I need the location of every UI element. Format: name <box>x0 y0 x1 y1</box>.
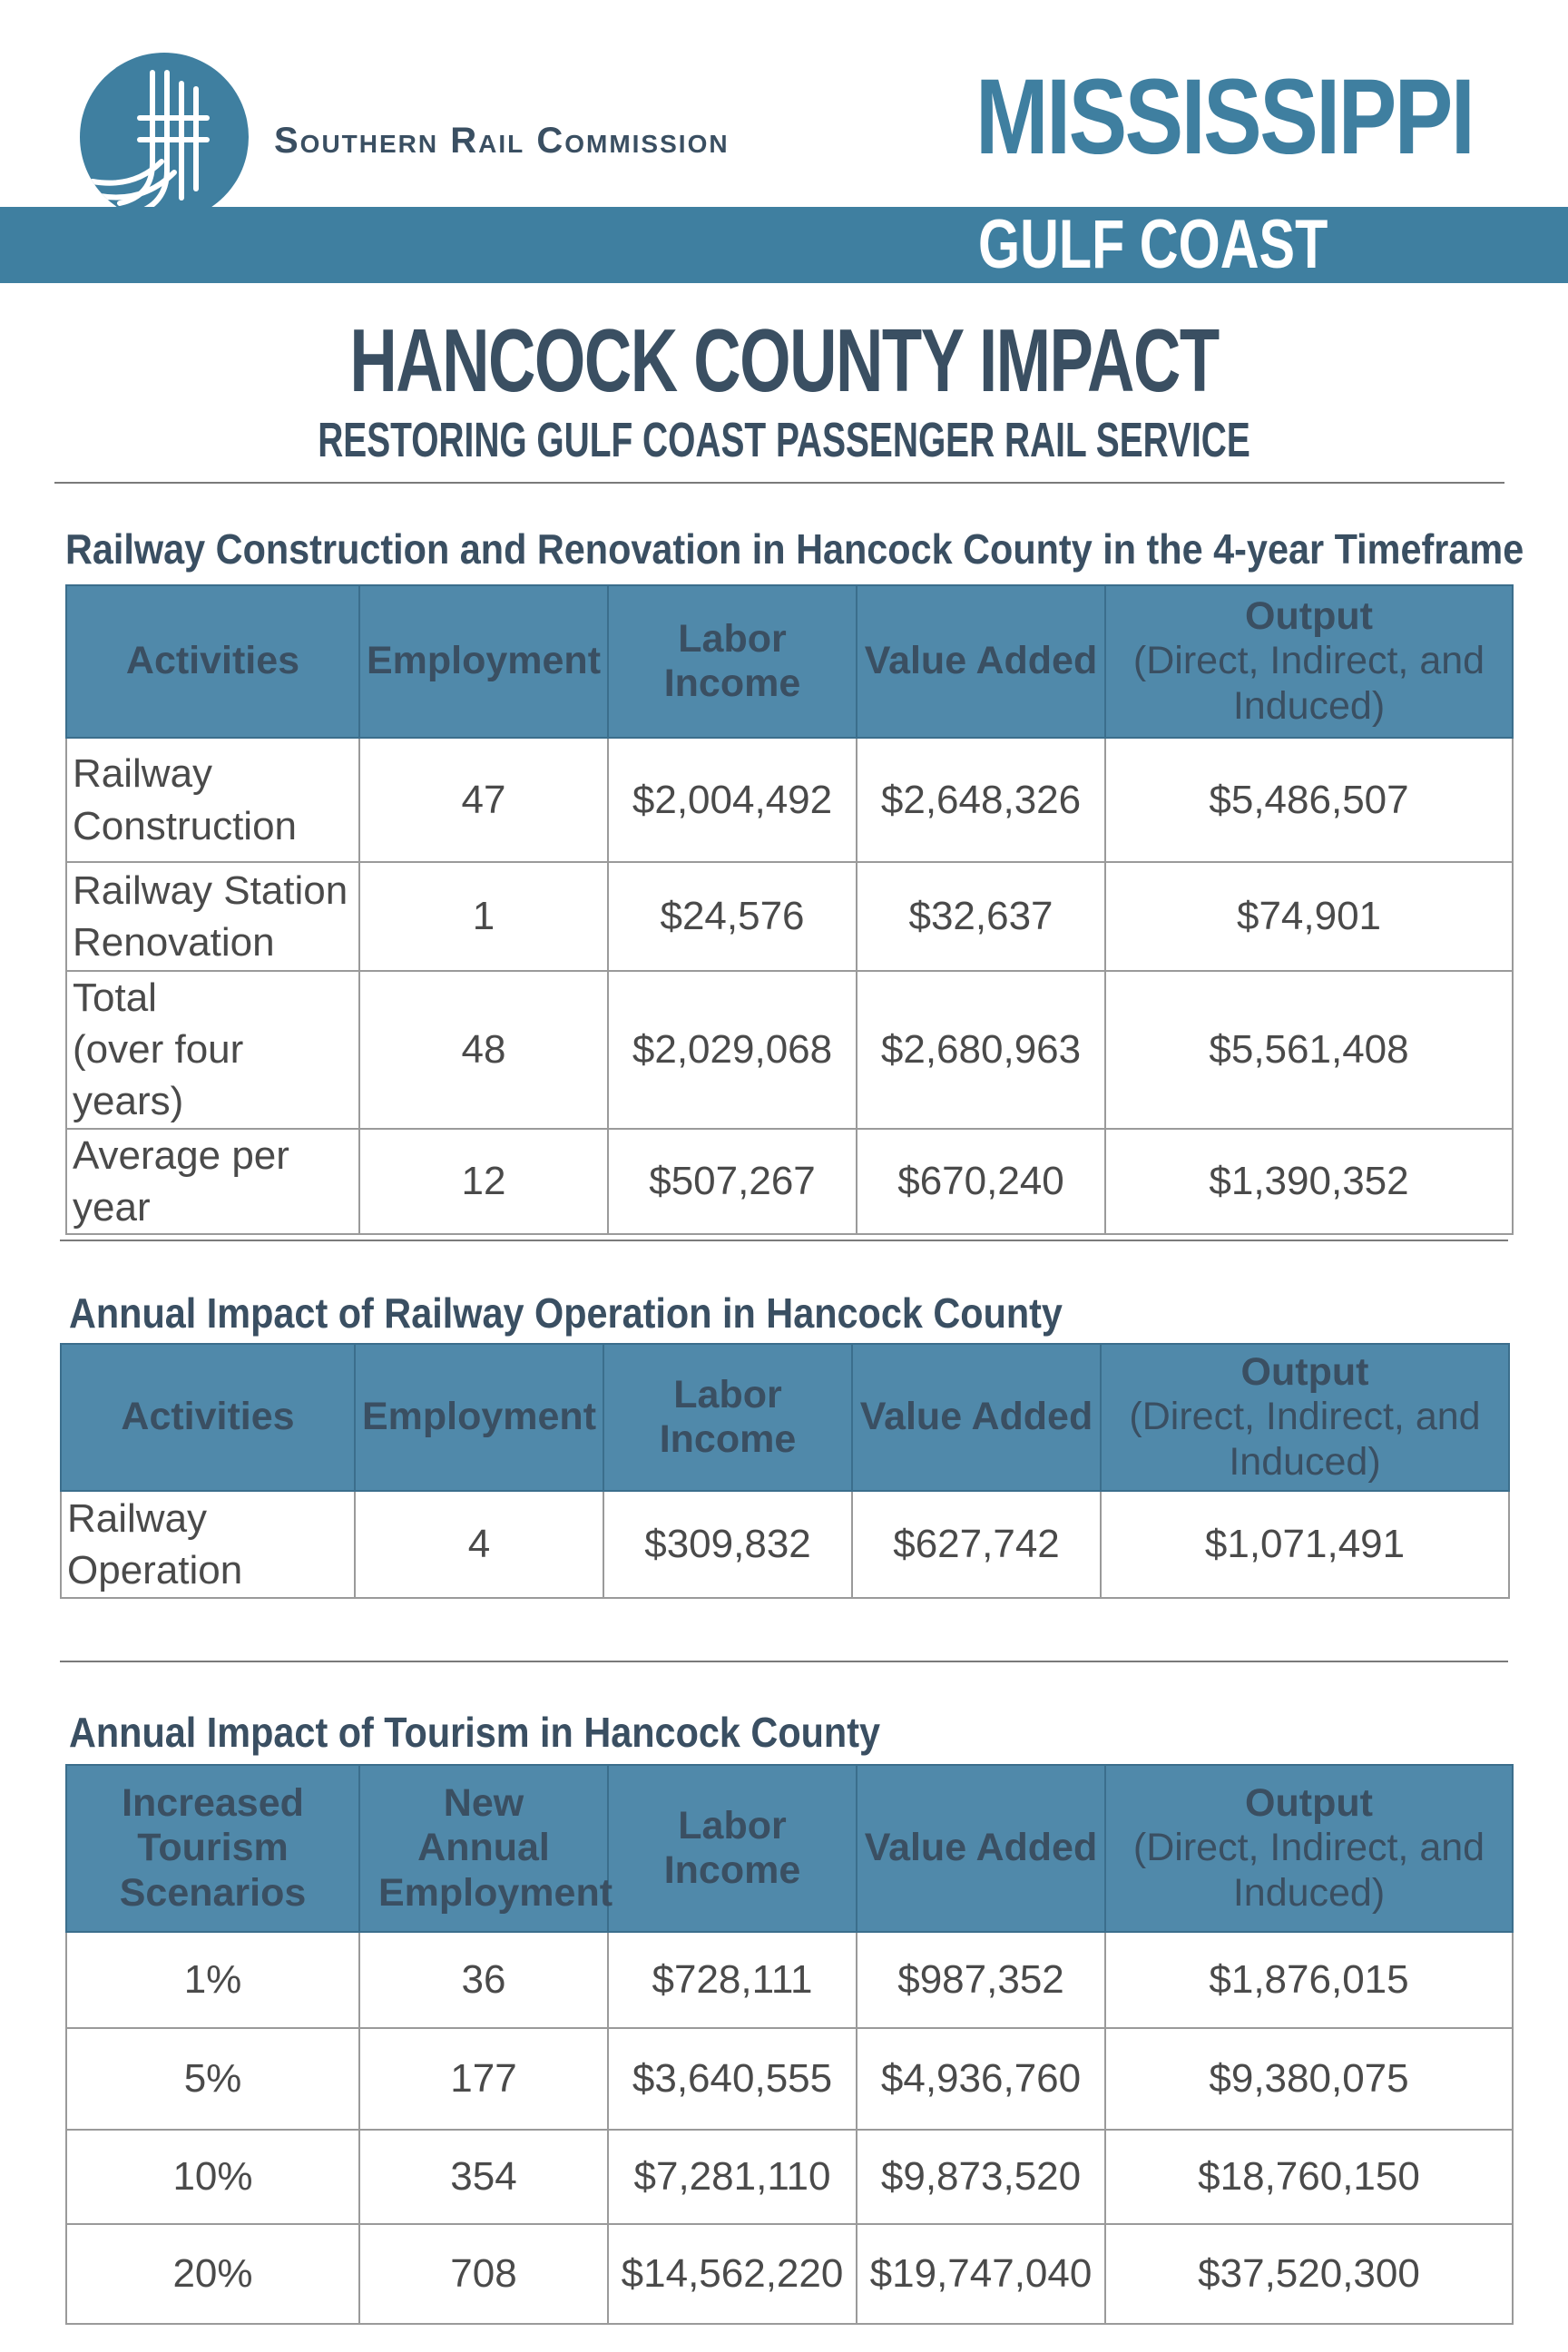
scenario-cell: 1% <box>66 1932 359 2028</box>
table-row <box>66 2130 1513 2224</box>
output-cell: $5,486,507 <box>1105 738 1513 862</box>
employment-cell: 48 <box>359 971 608 1129</box>
table-header-row <box>66 1765 1513 1932</box>
labor-income-cell: $24,576 <box>608 862 857 971</box>
column-header: Activities <box>66 585 359 738</box>
employment-cell: 354 <box>359 2130 608 2224</box>
table-row <box>66 971 1513 1129</box>
table-header-row <box>61 1344 1509 1491</box>
value-added-cell: $32,637 <box>857 862 1105 971</box>
divider <box>54 482 1504 484</box>
operation-section-title: Annual Impact of Railway Operation in Hancock County <box>69 1289 1063 1337</box>
region-title: GULF COAST <box>978 206 1328 283</box>
table-row <box>66 1129 1513 1234</box>
output-cell: $37,520,300 <box>1105 2224 1513 2324</box>
column-header-output <box>1105 585 1513 738</box>
column-header-output <box>1101 1344 1509 1491</box>
table-row <box>66 862 1513 971</box>
employment-cell: 4 <box>355 1491 603 1598</box>
value-added-cell: $670,240 <box>857 1129 1105 1234</box>
output-cell: $74,901 <box>1105 862 1513 971</box>
labor-income-cell: $2,004,492 <box>608 738 857 862</box>
logo-graphic <box>80 53 249 221</box>
labor-income-cell: $2,029,068 <box>608 971 857 1129</box>
output-cell: $1,071,491 <box>1101 1491 1509 1598</box>
divider <box>60 1240 1508 1241</box>
activity-cell: Railway Station Renovation <box>66 862 359 971</box>
output-cell: $1,876,015 <box>1105 1932 1513 2028</box>
labor-income-cell: $507,267 <box>608 1129 857 1234</box>
column-header: Employment <box>355 1344 603 1491</box>
column-header: Labor Income <box>608 585 857 738</box>
state-title: MISSISSIPPI <box>975 57 1474 177</box>
scenario-cell: 20% <box>66 2224 359 2324</box>
scenario-cell: 5% <box>66 2028 359 2130</box>
table-row <box>66 1932 1513 2028</box>
labor-income-cell: $309,832 <box>603 1491 852 1598</box>
column-header: Activities <box>61 1344 355 1491</box>
activity-cell: Total (over four years) <box>66 971 359 1129</box>
employment-cell: 1 <box>359 862 608 971</box>
output-label: Output <box>1245 593 1373 638</box>
labor-income-cell: $728,111 <box>608 1932 857 2028</box>
organization-name: Southern Rail Commission <box>274 121 730 161</box>
construction-table <box>65 584 1514 1235</box>
value-added-cell: $19,747,040 <box>857 2224 1105 2324</box>
output-label: Output <box>1245 1780 1373 1825</box>
column-header: Employment <box>359 585 608 738</box>
table-row <box>66 2224 1513 2324</box>
page-title: HANCOCK COUNTY IMPACT <box>349 310 1219 410</box>
activity-cell: Railway Operation <box>61 1491 355 1598</box>
activity-cell: Railway Construction <box>66 738 359 862</box>
output-cell: $18,760,150 <box>1105 2130 1513 2224</box>
column-header: Increased Tourism Scenarios <box>66 1765 359 1932</box>
column-header: Labor Income <box>603 1344 852 1491</box>
scenario-cell: 10% <box>66 2130 359 2224</box>
labor-income-cell: $14,562,220 <box>608 2224 857 2324</box>
column-header: Labor Income <box>608 1765 857 1932</box>
column-header: Value Added <box>857 1765 1105 1932</box>
activity-cell: Average per year <box>66 1129 359 1234</box>
value-added-cell: $4,936,760 <box>857 2028 1105 2130</box>
output-sublabel: (Direct, Indirect, and Induced) <box>1129 1395 1481 1484</box>
table-row <box>66 2028 1513 2130</box>
output-cell: $1,390,352 <box>1105 1129 1513 1234</box>
column-header: New Annual Employment <box>359 1765 608 1932</box>
output-cell: $5,561,408 <box>1105 971 1513 1129</box>
value-added-cell: $627,742 <box>852 1491 1101 1598</box>
construction-section-title: Railway Construction and Renovation in Hancock County in the 4-year Timeframe <box>65 525 1524 573</box>
tourism-table <box>65 1764 1514 2325</box>
value-added-cell: $2,680,963 <box>857 971 1105 1129</box>
table-row <box>61 1491 1509 1598</box>
output-label: Output <box>1240 1349 1369 1394</box>
value-added-cell: $9,873,520 <box>857 2130 1105 2224</box>
table-row <box>66 738 1513 862</box>
output-sublabel: (Direct, Indirect, and Induced) <box>1132 639 1485 728</box>
labor-income-cell: $7,281,110 <box>608 2130 857 2224</box>
employment-cell: 708 <box>359 2224 608 2324</box>
column-header: Value Added <box>852 1344 1101 1491</box>
labor-income-cell: $3,640,555 <box>608 2028 857 2130</box>
tourism-section-title: Annual Impact of Tourism in Hancock County <box>69 1709 881 1756</box>
employment-cell: 36 <box>359 1932 608 2028</box>
value-added-cell: $987,352 <box>857 1932 1105 2028</box>
employment-cell: 47 <box>359 738 608 862</box>
header-band <box>0 207 1568 283</box>
value-added-cell: $2,648,326 <box>857 738 1105 862</box>
employment-cell: 177 <box>359 2028 608 2130</box>
rail-tracks-logo-icon <box>80 53 249 221</box>
divider <box>60 1661 1508 1662</box>
column-header: Value Added <box>857 585 1105 738</box>
output-sublabel: (Direct, Indirect, and Induced) <box>1132 1826 1485 1915</box>
output-cell: $9,380,075 <box>1105 2028 1513 2130</box>
employment-cell: 12 <box>359 1129 608 1234</box>
operation-table <box>60 1343 1510 1599</box>
page-subtitle: RESTORING GULF COAST PASSENGER RAIL SERVICE <box>318 413 1250 467</box>
table-header-row <box>66 585 1513 738</box>
column-header-output <box>1105 1765 1513 1932</box>
